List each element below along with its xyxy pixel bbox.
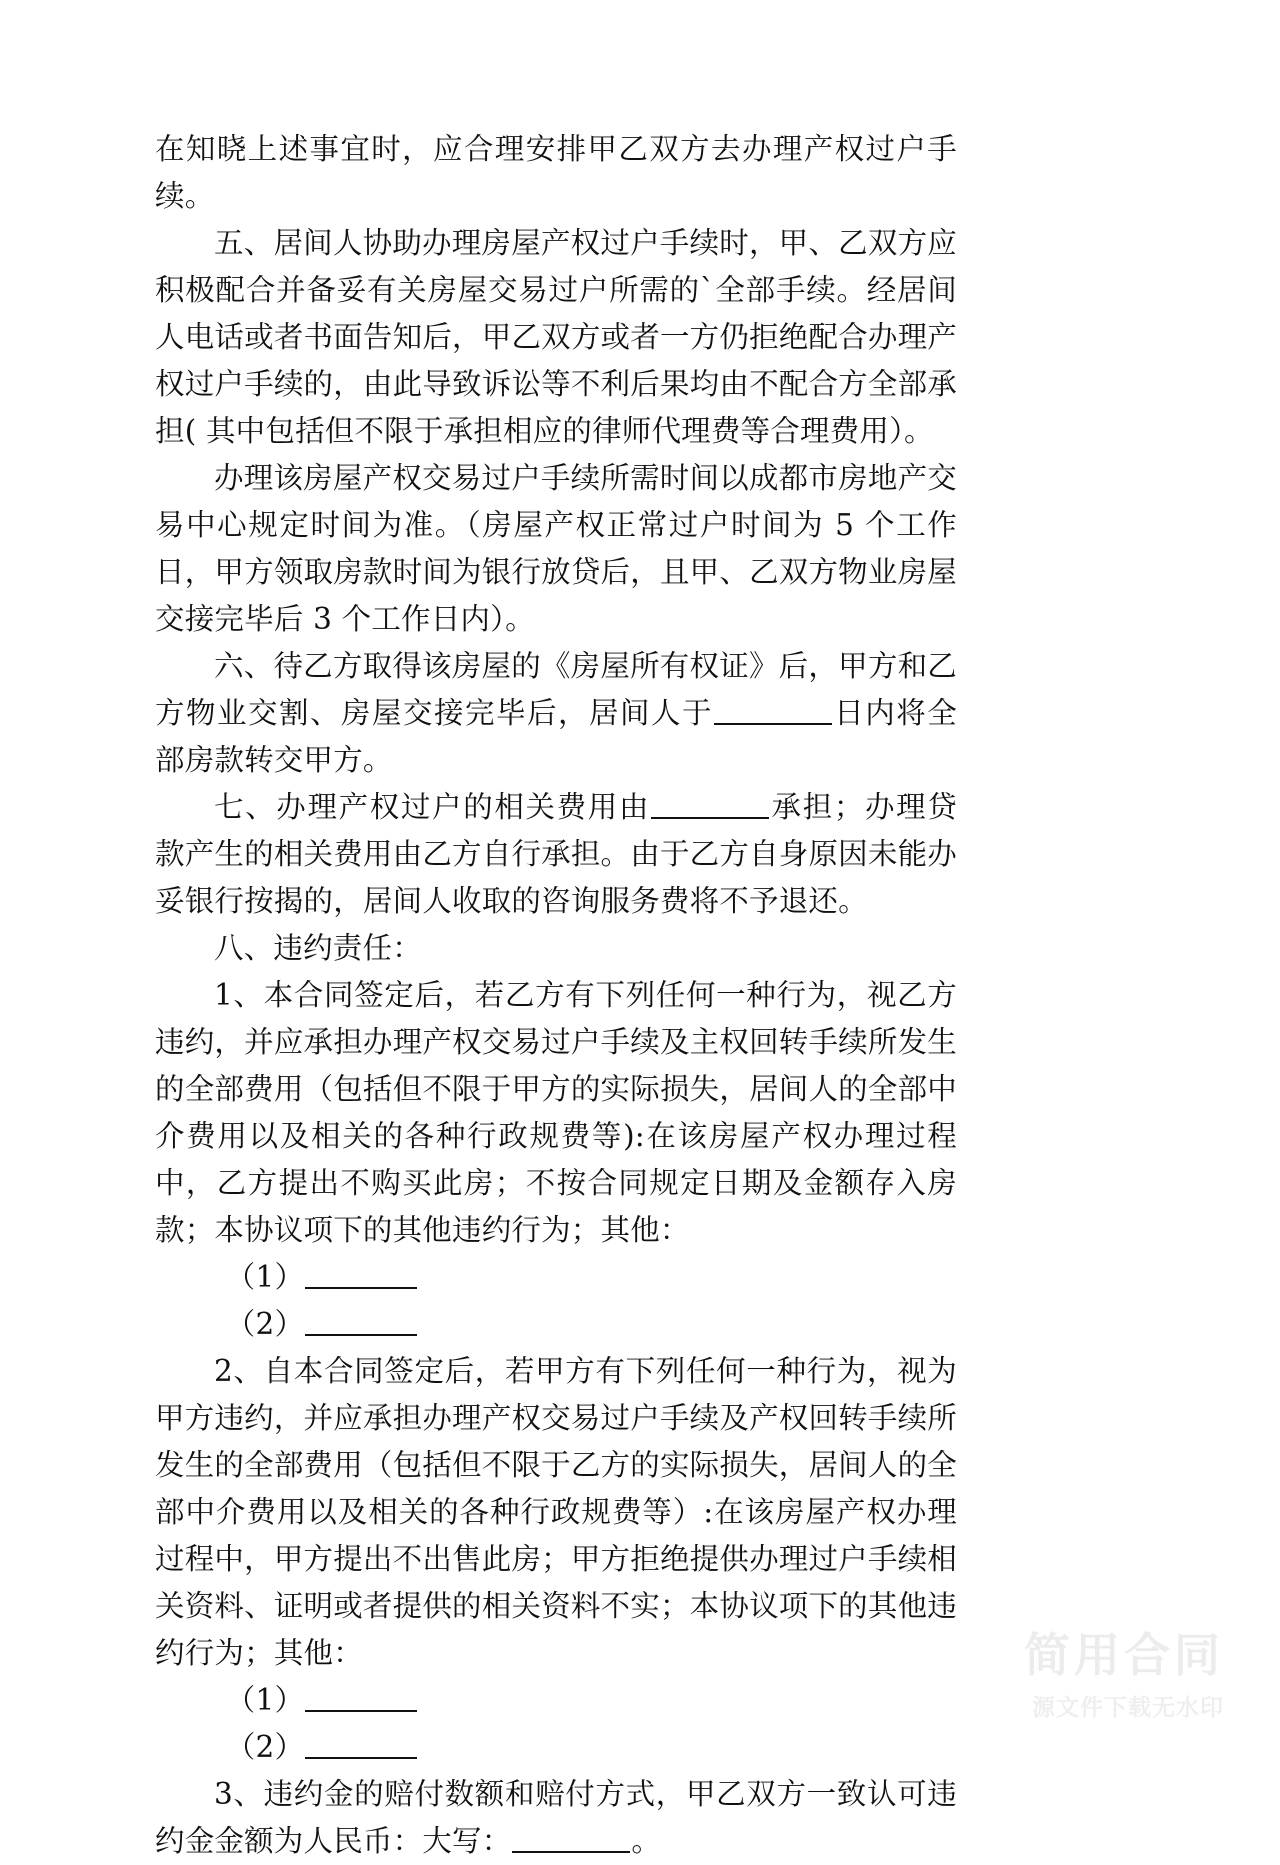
paragraph-text: 2、自本合同签定后，若甲方有下列任何一种行为，视为甲方违约，并应承担办理产权交易过户手续及产权回转手续所发生的全部费用（包括但不限于乙方的实际损失，居间人的全部中介费用以及相关的各种行政规费等）:在该房屋产权办理过程中，甲方提出不出售此房；甲方拒绝提供办理过户手续相关资料、证明或者提供的相关资料不实；本协议项下的其他违约行为；其他： bbox=[155, 1354, 957, 1670]
paragraph-text-after: 日内将全部房款转交甲方。 bbox=[155, 696, 957, 777]
paragraph-text-before: 六、待乙方取得该房屋的《房屋所有权证》后，甲方和乙方物业交割、房屋交接完毕后，居间人于 bbox=[155, 649, 957, 730]
paragraph-8-2-sub-1 bbox=[155, 1677, 957, 1724]
fill-in-blank-8-2-1[interactable] bbox=[305, 1682, 417, 1712]
paragraph-item-6 bbox=[155, 643, 957, 784]
fill-in-blank-8-2-2[interactable] bbox=[305, 1729, 417, 1759]
fill-in-blank-fee-bearer[interactable] bbox=[651, 789, 769, 819]
paragraph-text: 在知晓上述事宜时，应合理安排甲乙双方去办理产权过户手续。 bbox=[155, 132, 957, 213]
paragraph-item-8-1 bbox=[155, 972, 957, 1254]
paragraph-item-8-2 bbox=[155, 1348, 957, 1677]
watermark-sub-text: 源文件下载无水印 bbox=[1032, 1695, 1224, 1721]
paragraph-text: 八、违约责任： bbox=[214, 931, 422, 965]
paragraph-carryover bbox=[155, 126, 957, 220]
fill-in-blank-8-1-1[interactable] bbox=[305, 1259, 417, 1289]
watermark-main-text: 简用合同 bbox=[1024, 1627, 1224, 1682]
paragraph-item-7 bbox=[155, 784, 957, 925]
watermark bbox=[1024, 1627, 1224, 1722]
paragraph-text-before: 3、违约金的赔付数额和赔付方式，甲乙双方一致认可违约金金额为人民币：大写： bbox=[155, 1777, 957, 1858]
list-marker: （2） bbox=[225, 1307, 305, 1341]
paragraph-text-before: 七、办理产权过户的相关费用由 bbox=[214, 790, 651, 824]
paragraph-item-5 bbox=[155, 220, 957, 455]
list-marker: （1） bbox=[225, 1683, 305, 1717]
paragraph-8-1-sub-1 bbox=[155, 1254, 957, 1301]
paragraph-text-after: 。 bbox=[631, 1824, 662, 1858]
paragraph-text: 1、本合同签定后，若乙方有下列任何一种行为，视乙方违约，并应承担办理产权交易过户手续及主权回转手续所发生的全部费用（包括但不限于甲方的实际损失，居间人的全部中介费用以及相关的各种行政规费等):在该房屋产权办理过程中，乙方提出不购买此房；不按合同规定日期及金额存入房款；本协议项下的其他违约行为；其他： bbox=[155, 978, 957, 1247]
paragraph-text: 办理该房屋产权交易过户手续所需时间以成都市房地产交易中心规定时间为准。（房屋产权正常过户时间为 5 个工作日，甲方领取房款时间为银行放贷后，且甲、乙双方物业房屋交接完毕后 3 个工作日内）。 bbox=[155, 461, 957, 636]
paragraph-8-2-sub-2 bbox=[155, 1724, 957, 1771]
list-marker: （1） bbox=[225, 1260, 305, 1294]
fill-in-blank-penalty-amount[interactable] bbox=[512, 1823, 630, 1853]
paragraph-8-1-sub-2 bbox=[155, 1301, 957, 1348]
paragraph-item-8-title bbox=[155, 925, 957, 972]
paragraph-text: 五、居间人协助办理房屋产权过户手续时，甲、乙双方应积极配合并备妥有关房屋交易过户所需的`全部手续。经居间人电话或者书面告知后，甲乙双方或者一方仍拒绝配合办理产权过户手续的，由此导致诉讼等不利后果均由不配合方全部承担( 其中包括但不限于承担相应的律师代理费等合理费用）。 bbox=[155, 226, 957, 448]
fill-in-blank-days[interactable] bbox=[714, 695, 832, 725]
list-marker: （2） bbox=[225, 1730, 305, 1764]
fill-in-blank-8-1-2[interactable] bbox=[305, 1306, 417, 1336]
paragraph-item-8-3 bbox=[155, 1771, 957, 1865]
paragraph-text-after: 承担；办理贷款产生的相关费用由乙方自行承担。由于乙方自身原因未能办妥银行按揭的，居间人收取的咨询服务费将不予退还。 bbox=[155, 790, 957, 918]
paragraph-item-5-time bbox=[155, 455, 957, 643]
document-body bbox=[155, 126, 957, 1865]
